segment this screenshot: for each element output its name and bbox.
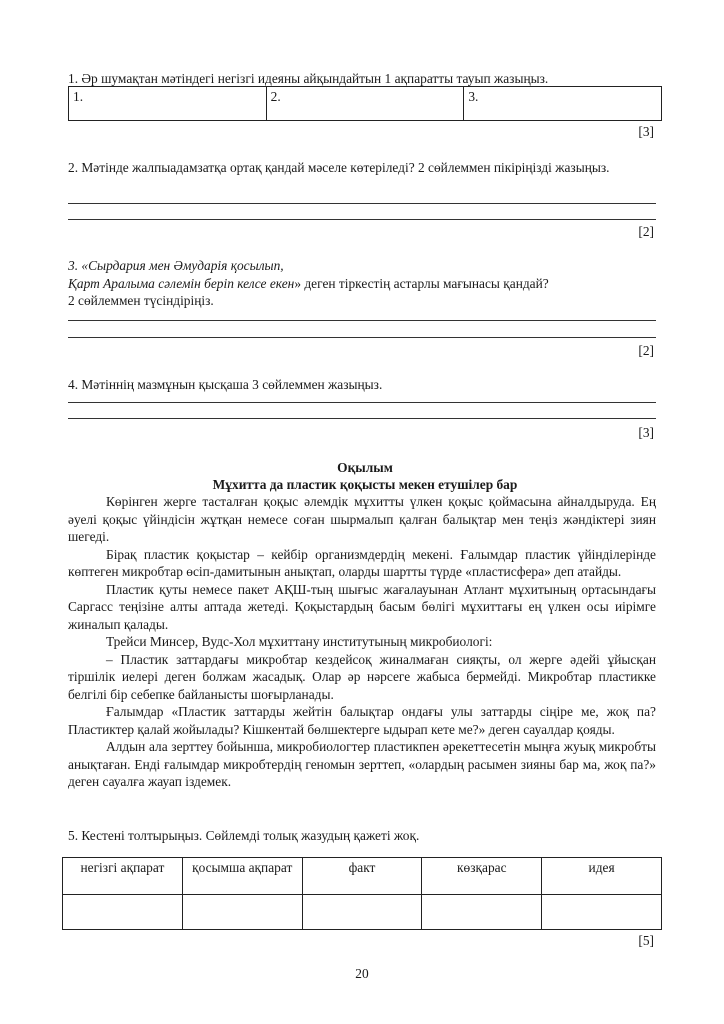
table-header-additional-info: қосымша ақпарат: [182, 858, 302, 895]
answer-line[interactable]: [68, 337, 656, 338]
question-1-text: 1. Әр шумақтан мәтіндегі негізгі идеяны айқындайтын 1 ақпаратты тауып жазыңыз.: [68, 71, 549, 86]
question-3-line-2: [68, 275, 656, 292]
table-header-main-info: негізгі ақпарат: [63, 858, 183, 895]
question-1-score: [3]: [638, 124, 654, 139]
table-header-opinion: көзқарас: [422, 858, 542, 895]
table-answer-cell[interactable]: [63, 895, 183, 930]
page-number: 20: [355, 966, 369, 981]
table-answer-cell[interactable]: [302, 895, 422, 930]
answer-cell-3[interactable]: 3.: [464, 87, 662, 121]
answer-line[interactable]: [68, 203, 656, 204]
paragraph: Трейси Минсер, Вудс-Хол мұхиттану институтының микробиологі:: [106, 634, 493, 649]
question-4-text: 4. Мәтіннің мазмұнын қысқаша 3 сөйлеммен жазыңыз.: [68, 377, 383, 392]
answer-cell-2[interactable]: 2.: [266, 87, 464, 121]
question-2-score: [2]: [638, 224, 654, 239]
paragraph: – Пластик заттардағы микробтар кездейсоқ жиналмаған сияқты, ол жерге әдейі ұйысқан тіршілік иелері деген болжам жасадық. Олар әр нәрсеге жабыса бермейді. Микробтар пластикке белгілі бір себепке байланысты шоғырланады.: [68, 651, 656, 702]
answer-line[interactable]: [68, 418, 656, 419]
question-5-text: 5. Кестені толтырыңыз. Сөйлемді толық жазудың қажеті жоқ.: [68, 828, 420, 843]
paragraph: Бірақ пластик қоқыстар – кейбір организмдердің мекені. Ғалымдар пластик үйінділерінде көптеген микробтар өсіп-дамитынын анықтап, оларды шартты түрде «пластисфера» деп атайды.: [68, 546, 656, 579]
question-3-instruction: 2 сөйлеммен түсіндіріңіз.: [68, 293, 214, 308]
question-5-table: [62, 857, 662, 930]
question-2-text: 2. Мәтінде жалпыадамзатқа ортақ қандай мәселе көтеріледі? 2 сөйлеммен пікіріңізді жазыңыз.: [68, 160, 610, 175]
reading-title: Мұхитта да пластик қоқысты мекен етушілер бар: [212, 477, 518, 492]
answer-cell-1[interactable]: 1.: [69, 87, 267, 121]
question-3-quote-line-1: 3. «Сырдария мен Әмударія қосылып,: [68, 258, 284, 273]
reading-text: [68, 493, 656, 791]
table-header-fact: факт: [302, 858, 422, 895]
question-5-score: [5]: [638, 933, 654, 948]
table-answer-cell[interactable]: [422, 895, 542, 930]
question-1-answer-table: [68, 86, 662, 121]
paragraph: Пластик қуты немесе пакет АҚШ-тың шығыс жағалауынан Атлант мұхитының ортасындағы Саргасс теңізіне алты аптада жетеді. Қоқыстардың басым бөлігі мұхиттағы ең үлкен осы иірімге жиналып қалады.: [68, 581, 656, 632]
reading-section-heading: Оқылым: [337, 460, 393, 475]
paragraph: Көрінген жерге тасталған қоқыс әлемдік мұхитты үлкен қоқыс қоймасына айналдыруда. Ең әуелі қоқыс үйіндісін жұтқан немесе соған шырмалып қалған балықтар мен теңіз жәндіктері зиян шегеді.: [68, 494, 656, 544]
answer-line[interactable]: [68, 219, 656, 220]
table-header-idea: идея: [542, 858, 662, 895]
paragraph: Алдын ала зерттеу бойынша, микробиологтер пластикпен әрекеттесетін мыңға жуық микробты анықтаған. Енді ғалымдар микробтердің геномын зерттеп, «олардың расымен зияны бар ма, жоқ па?» деген сауалға жауап іздемек.: [68, 739, 656, 789]
question-3-score: [2]: [638, 343, 654, 358]
paragraph: Ғалымдар «Пластик заттарды жейтін балықтар ондағы улы заттарды сіңіре ме, жоқ па? Пластиктер қалай жойылады? Кішкентай бөлшектерге ыдырап кете ме?» деген сауалдар қояды.: [68, 704, 656, 737]
answer-line[interactable]: [68, 402, 656, 403]
answer-line[interactable]: [68, 320, 656, 321]
question-4-score: [3]: [638, 425, 654, 440]
question-3-quote-line-2: Қарт Аралыма сәлемін беріп келсе екен: [68, 276, 295, 291]
question-3-question: » деген тіркестің астарлы мағынасы қандай?: [294, 276, 549, 291]
table-answer-cell[interactable]: [182, 895, 302, 930]
table-answer-cell[interactable]: [542, 895, 662, 930]
